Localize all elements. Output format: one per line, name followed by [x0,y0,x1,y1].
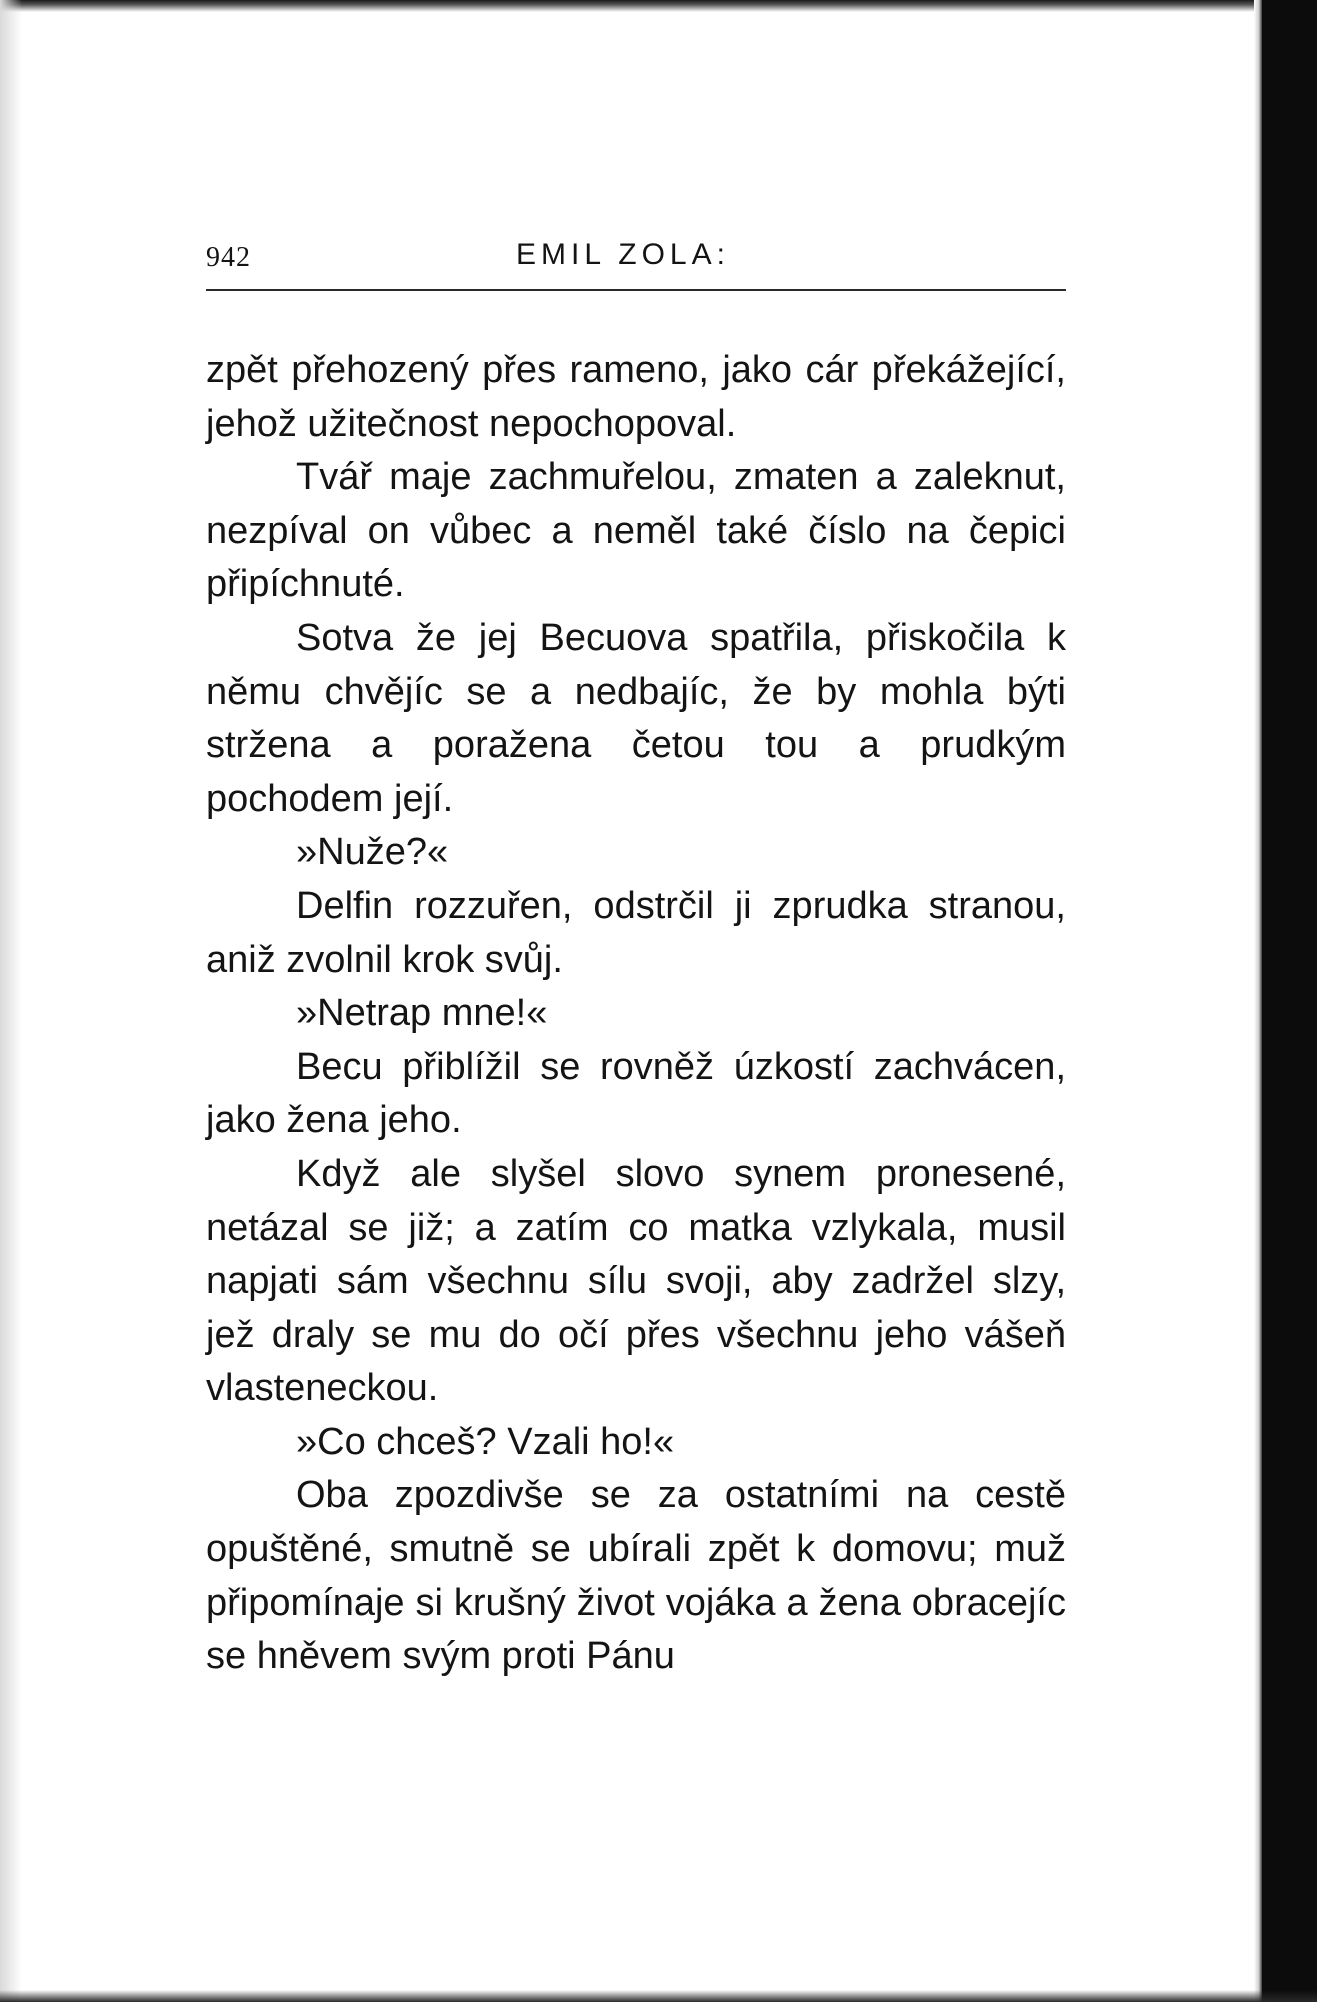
paragraph: Sotva že jej Becuova spatřila, přiskočila k němu chvějíc se a nedbajíc, že by mohla býti stržena a poražena četou tou a prudkým pochodem její. [206,616,1066,820]
scan-bottom-edge [0,1990,1317,2002]
dialogue-line: »Nuže?« [296,831,449,874]
page-edge-shadow [1254,0,1262,2002]
dialogue-line: »Co chceš? Vzali ho!« [296,1420,675,1463]
body-text [206,344,1066,1684]
header-rule [206,289,1066,291]
scan-left-edge [0,0,22,2002]
paragraph: Oba zpozdivše se za ostatními na cestě opuštěné, smutně se ubírali zpět k domovu; muž připomínaje si krušný život vojáka a žena obracejíc se hněvem svým proti Pánu [206,1474,1066,1678]
paragraph: Když ale slyšel slovo synem pronesené, netázal se již; a zatím co matka vzlykala, musil napjati sám všechnu sílu svoji, aby zadržel slzy, jež draly se mu do očí přes všechnu jeho vášeň vlasteneckou. [206,1152,1066,1410]
paragraph: zpět přehozený přes rameno, jako cár překážející, jehož užitečnost nepochopoval. [206,349,1066,445]
page-header [206,238,1066,284]
paragraph: Becu přiblížil se rovněž úzkostí zachvácen, jako žena jeho. [206,1045,1066,1142]
running-head: EMIL ZOLA: [516,238,730,271]
page-number: 942 [206,242,251,273]
dialogue-line: »Netrap mne!« [296,992,548,1035]
scan-top-edge [0,0,1317,12]
paragraph: Tvář maje zachmuřelou, zmaten a zaleknut, nezpíval on vůbec a neměl také číslo na čepici připíchnuté. [206,456,1066,606]
paragraph: Delfin rozzuřen, odstrčil ji zprudka stranou, aniž zvolnil krok svůj. [206,884,1066,981]
scan-right-border [1262,0,1317,2002]
